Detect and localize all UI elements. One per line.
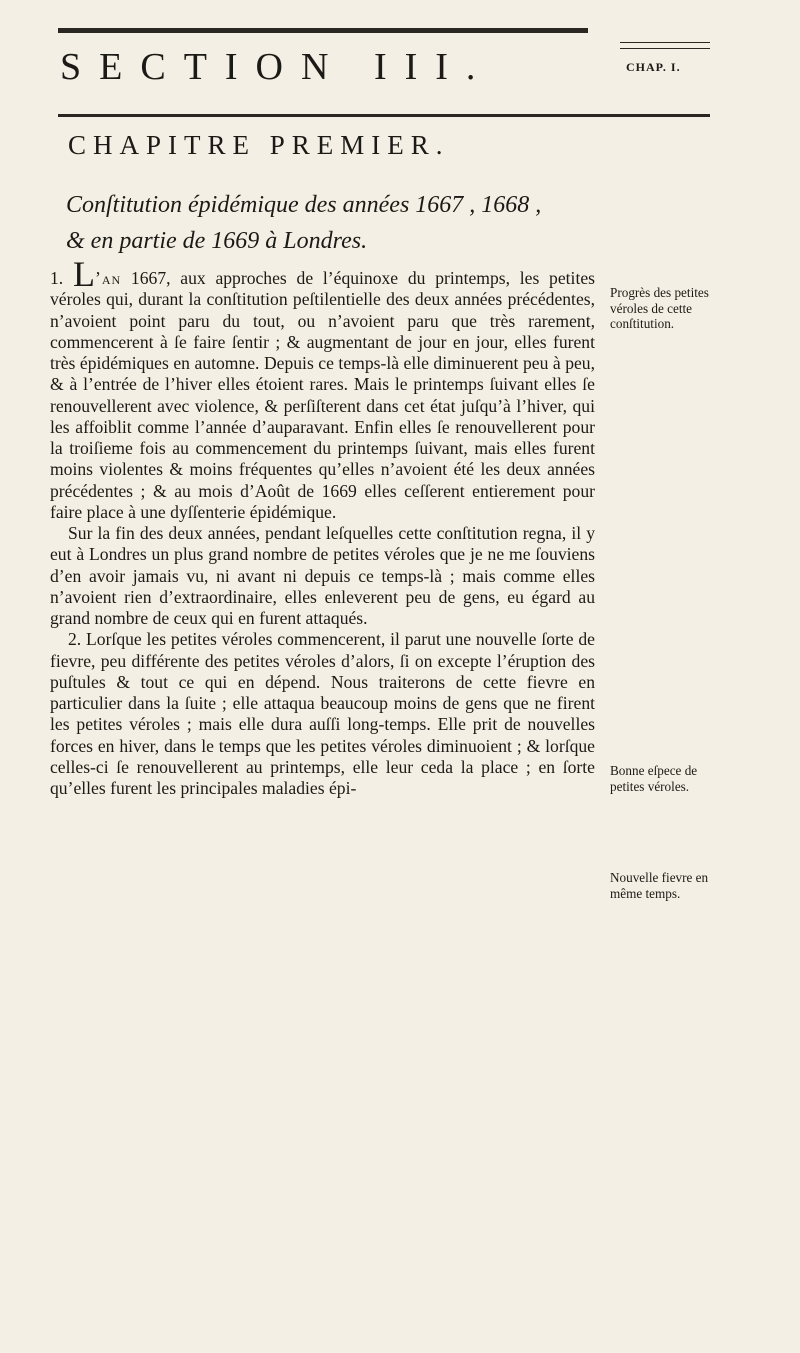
paragraph-1-text: 1667, aux approches de l’équinoxe du printemps, les petites véroles qui, durant la conſtitution peſtilentielle des deux années précédentes, n’avoient point paru du tout, ou n’avoient paru que très rarement, commencerent à ſe faire ſentir ; & augmentant de jour en jour, elles furent très épidémiques en automne. Depuis ce temps-là elle diminuerent peu à peu, & à l’entrée de l’hiver elles étoient rares. Mais le printemps ſuivant elles ſe renouvellerent avec violence, & perſiſterent dans cet état juſqu’à l’hiver, qui les affoiblit comme l’année d’auparavant. Enfin elles ſe renouvellerent pour la troiſieme fois au commencement du printemps ſuivant, mais elles furent moins violentes & moins fréquentes qu’elles n’avoient été les deux années précédentes ; & au mois d’Août de 1669 elles ceſſerent entierement pour faire place à une dyſſenterie épidémique.	[50, 268, 595, 522]
margin-note-good-smallpox: Bonne eſpece de petites véroles.	[610, 763, 698, 794]
chapter-heading: CHAPITRE PREMIER.	[68, 130, 450, 160]
paragraph-1	[50, 254, 595, 523]
section-heading: SECTION III.	[60, 46, 494, 88]
section-rule	[58, 114, 710, 117]
chapter-tag: CHAP. I.	[626, 60, 681, 74]
small-caps-word: ’an	[94, 268, 122, 288]
top-rule	[58, 28, 588, 33]
paragraph-3: 2. Lorſque les petites véroles commencerent, il parut une nouvelle ſorte de fievre, peu différente des petites véroles d’alors, ſi on excepte l’éruption des puſtules & tout ce qui en dépend. Nous traiterons de cette fievre en particulier dans la ſuite ; elle attaqua beaucoup moins de gens que ne firent les petites véroles ; mais elle dura auſſi long-temps. Elle prit de nouvelles forces en hiver, dans le temps que les petites véroles diminuoient ; & lorſque celles-ci ſe renouvellerent au printemps, elle leur ceda la place ; en ſorte qu’elles furent les principales maladies épi-	[50, 629, 595, 798]
margin-note-new-fever: Nouvelle fievre en même temps.	[610, 870, 709, 901]
chapter-title-line-1: Conſtitution épidémique des années 1667 , 1668 ,	[66, 192, 542, 218]
chapter-title-line-2: & en partie de 1669 à Londres.	[66, 228, 368, 254]
paragraph-number: 1.	[50, 268, 64, 288]
margin-note-smallpox-progress: Progrès des petites véroles de cette conſtitution.	[610, 285, 709, 331]
paragraph-2: Sur la fin des deux années, pendant leſquelles cette conſtitution regna, il y eut à Londres un plus grand nombre de petites véroles que je ne me ſouviens d’en avoir jamais vu, ni avant ni depuis ce temps-là ; mais comme elles n’avoient rien d’extraordinaire, elles enleverent peu de gens, eu égard au grand nombre de ceux qui en furent attaqués.	[50, 523, 595, 628]
drop-cap: L	[72, 254, 95, 294]
chapter-title	[66, 187, 686, 259]
top-rule-right	[620, 42, 710, 49]
body-text	[50, 254, 595, 799]
